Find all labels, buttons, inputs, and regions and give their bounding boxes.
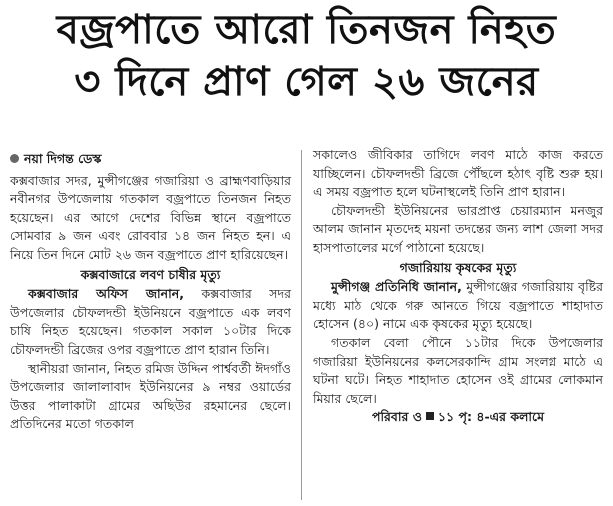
- paragraph-munshiganj: [313, 278, 603, 334]
- paragraph-continued: সকালেও জীবিকার তাগিদে লবণ মাঠে কাজ করতে যাচ্ছিলেন। চৌফলদন্ডী ব্রিজে পৌঁছলে হঠাৎ বৃষ্টি শুরু হয়। এ সময় বজ্রপাত হলে ঘটনাস্থলেই তিনি প্রাণ হারান।: [313, 147, 603, 200]
- continuation-text-a: পরিবার ও: [371, 409, 422, 425]
- dateline: [10, 150, 291, 169]
- subhead-gazaria: গজারিয়ায় কৃষকের মৃত্যু: [399, 259, 517, 275]
- byline-coxsbazar: কক্সবাজার অফিস জানান,: [28, 286, 184, 302]
- headline-line-1: বজ্রপাতে আরো তিনজন নিহত: [56, 7, 557, 53]
- paragraph-locals: স্থানীয়রা জানান, নিহত রমিজ উদ্দিন পার্শ্ববর্তী ঈদগাঁও উপজেলার জালালাবাদ ইউনিয়নের ৯ নম্বর ওয়ার্ডের উত্তর পালাকাটা গ্রামের অছিউর রহমানের ছেলে। প্রতিদিনের মতো গতকাল: [10, 360, 291, 432]
- continuation-text-b: ১১ পৃ: ৪-এর কলামে: [437, 409, 545, 425]
- paragraph-incident: গতকাল বেলা পৌনে ১১টার দিকে উপজেলার গজারিয়া ইউনিয়নের কলসেরকান্দি গ্রাম সংলগ্ন মাঠে এ ঘটনা ঘটে। নিহত শাহাদাত হোসেন ওই গ্রামের লোকমান মিয়ার ছেলে।: [313, 334, 603, 406]
- paragraph-munshiganj-text: মুন্সীগঞ্জের গজারিয়ায় বৃষ্টির মধ্যে মাঠ থেকে গরু আনতে গিয়ে বজ্রপাতে শাহাদাত হোসেন (৪০) নামে এক কৃষকের মৃত্যু হয়েছে।: [313, 279, 604, 332]
- byline-munshiganj: মুন্সীগঞ্জ প্রতিনিধি জানান,: [331, 279, 462, 295]
- paragraph-coxsbazar: [10, 285, 291, 359]
- article-column-left: [10, 150, 291, 434]
- bullet-icon: [10, 154, 19, 163]
- column-divider: [301, 150, 302, 500]
- continuation-line: [313, 408, 603, 427]
- article-column-right: [313, 146, 603, 427]
- paragraph-chairman: চৌফলদন্ডী ইউনিয়নের ভারপ্রাপ্ত চেয়ারম্যান মনজুর আলম জানান মৃতদেহ ময়না তদন্তের জন্য লাশ জেলা সদর হাসপাতালের মর্গে পাঠানো হয়েছে।: [313, 202, 603, 255]
- paragraph-intro: কক্সবাজার সদর, মুন্সীগঞ্জের গজারিয়া ও ব্রাহ্মণবাড়িয়ার নবীনগর উপজেলায় গতকাল বজ্রপাতে তিনজন নিহত হয়েছেন। এর আগে দেশের বিভিন্ন স্থানে বজ্রপাতে সোমবার ৯ জন এবং রোববার ১৪ জন নিহত হন। এ নিয়ে তিন দিনে মোট ২৬ জন বজ্রপাতে প্রাণ হারিয়েছেন।: [10, 172, 291, 262]
- subhead-coxsbazar: কক্সবাজারে লবণ চাষীর মৃত্যু: [80, 266, 221, 282]
- dateline-text: নয়া দিগন্ত ডেস্ক: [24, 151, 102, 166]
- square-bullet-icon: [426, 412, 434, 420]
- headline-line-2: ৩ দিনে প্রাণ গেল ২৬ জনের: [74, 59, 539, 105]
- paragraph-coxsbazar-text: কক্সবাজার সদর উপজেলার চৌফলদন্ডী ইউনিয়নে বজ্রপাতে এক লবণ চাষি নিহত হয়েছেন। গতকাল সকাল ১০টার দিকে চৌফলদন্ডী ব্রিজের ওপর বজ্রপাতে প্রাণ হারান তিনি।: [10, 286, 291, 357]
